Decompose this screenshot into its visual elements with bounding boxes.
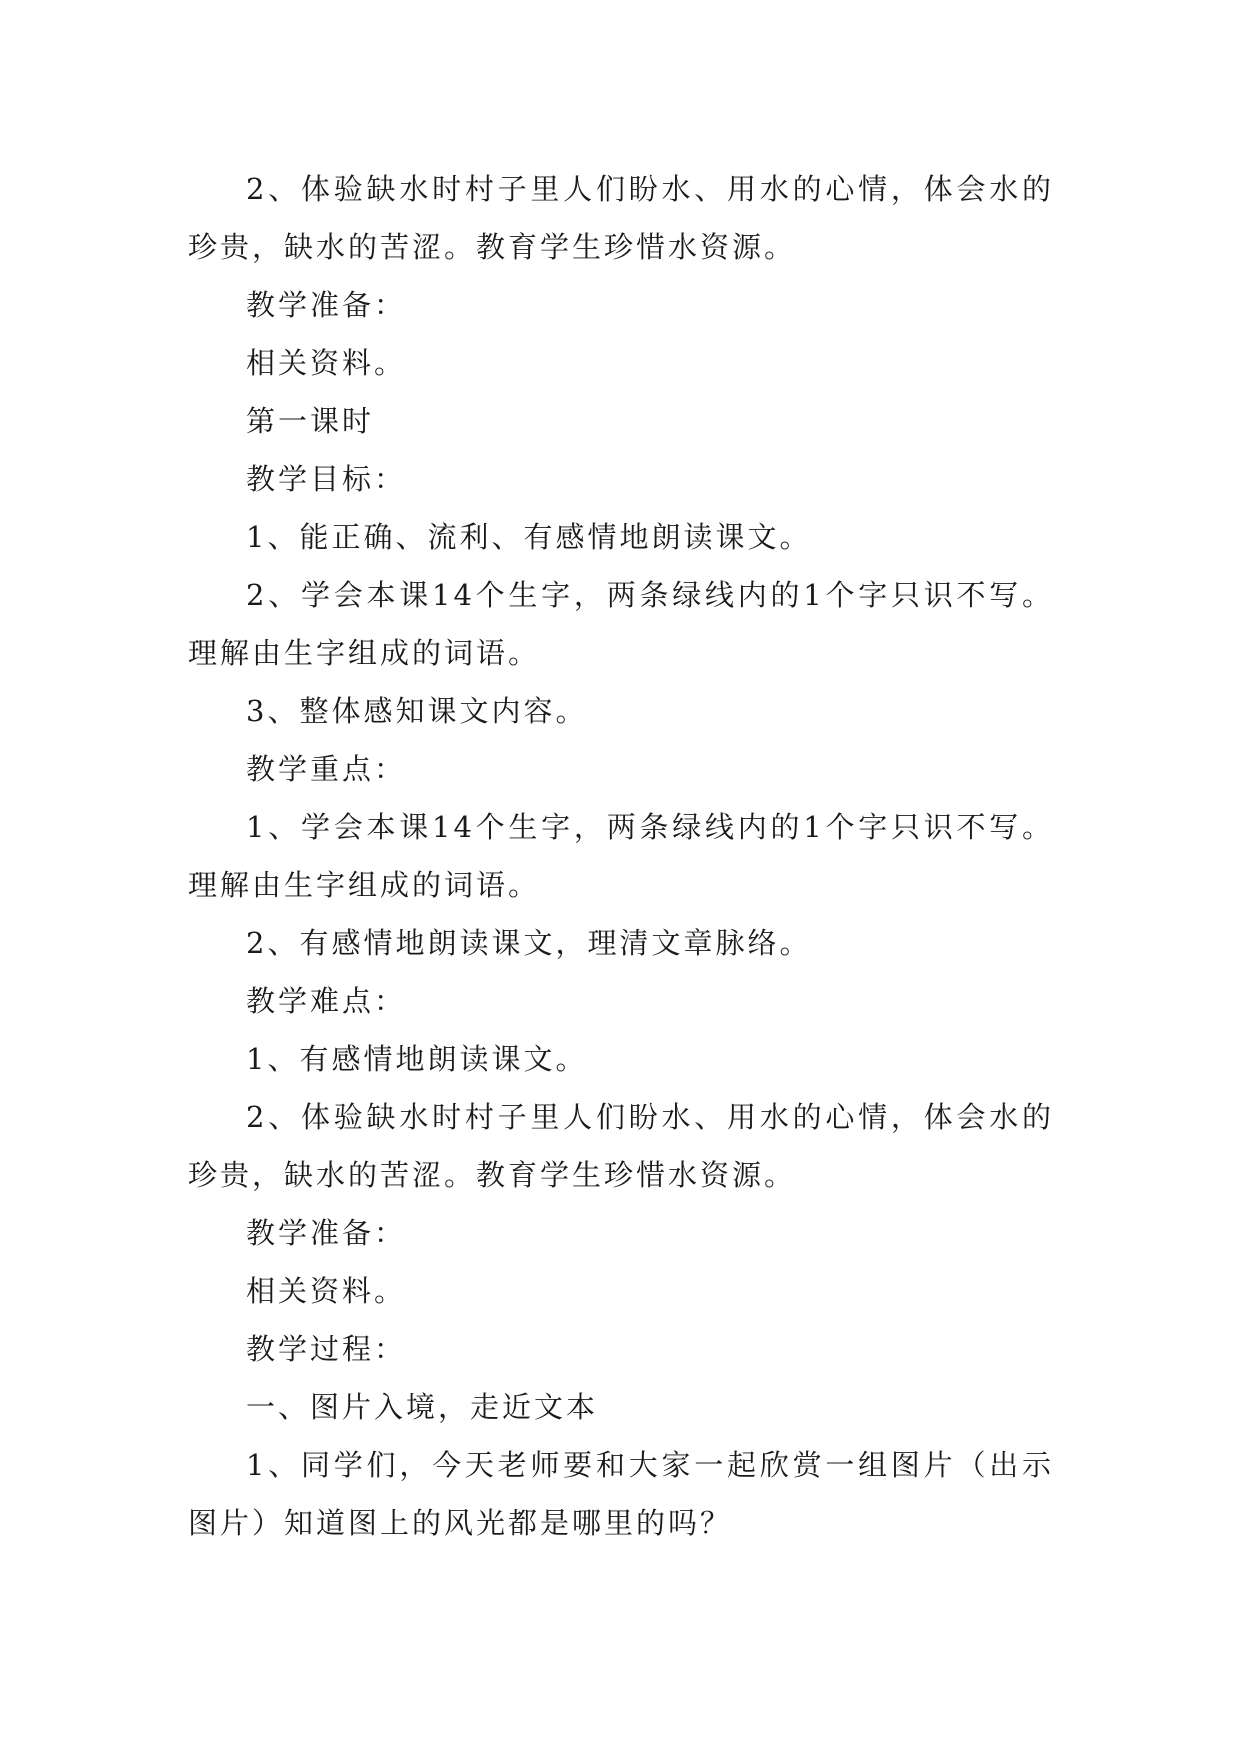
paragraph: 2、体验缺水时村子里人们盼水、用水的心情，体会水的珍贵，缺水的苦涩。教育学生珍惜水资源。 [188,1100,1054,1192]
paragraph: 相关资料。 [246,1274,407,1308]
paragraph: 1、有感情地朗读课文。 [246,1042,588,1076]
paragraph: 一、图片入境，走近文本 [246,1390,599,1424]
section-heading: 教学难点： [246,984,407,1018]
paragraph: 1、同学们，今天老师要和大家一起欣赏一组图片（出示图片）知道图上的风光都是哪里的吗？ [188,1448,1054,1540]
section-heading: 教学准备： [246,1216,407,1250]
paragraph: 相关资料。 [246,346,407,380]
section-heading: 教学准备： [246,288,407,322]
section-heading: 教学过程： [246,1332,407,1366]
section-heading: 第一课时 [246,404,375,438]
paragraph: 2、有感情地朗读课文，理清文章脉络。 [246,926,812,960]
paragraph: 2、体验缺水时村子里人们盼水、用水的心情，体会水的珍贵，缺水的苦涩。教育学生珍惜水资源。 [188,172,1054,264]
section-heading: 教学目标： [246,462,407,496]
document-body [188,160,1054,1552]
paragraph: 1、能正确、流利、有感情地朗读课文。 [246,520,812,554]
paragraph: 3、整体感知课文内容。 [246,694,588,728]
section-heading: 教学重点： [246,752,407,786]
paragraph: 2、学会本课14个生字，两条绿线内的1个字只识不写。理解由生字组成的词语。 [188,578,1054,670]
paragraph: 1、学会本课14个生字，两条绿线内的1个字只识不写。理解由生字组成的词语。 [188,810,1054,902]
